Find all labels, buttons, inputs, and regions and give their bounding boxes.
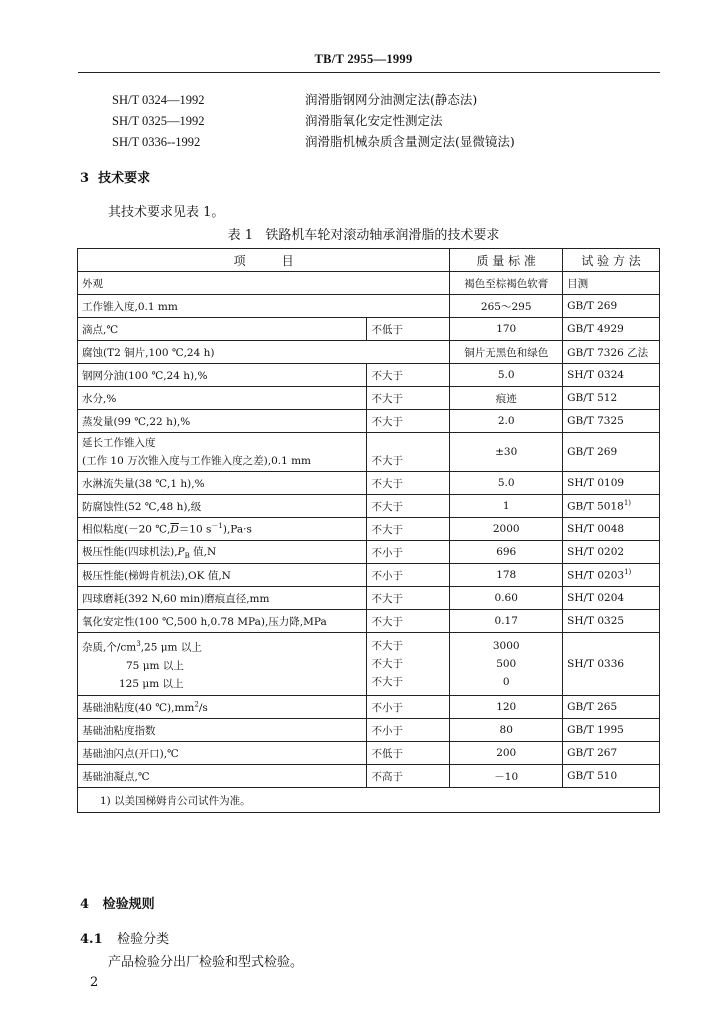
cell-item: 防腐蚀性(52 ℃,48 h),级 — [78, 495, 367, 518]
item-text: ,25 μm 以上 — [140, 641, 202, 654]
cell-requirement: 5.0 — [450, 364, 563, 387]
cell-item: 基础油粘度指数 — [78, 719, 367, 742]
item-text: 值,N — [189, 545, 217, 558]
cell-item — [78, 541, 367, 564]
header-method: 试 验 方 法 — [563, 249, 660, 272]
cell-limit: 不大于 — [367, 610, 450, 633]
cell-requirement: 696 — [450, 541, 563, 564]
table-row — [78, 433, 660, 472]
cell-requirement: 200 — [450, 742, 563, 765]
cell-item: 滴点,℃ — [78, 318, 367, 341]
cell-method: GB/T 7326 乙法 — [563, 341, 660, 364]
standard-number-header: TB/T 2955—1999 — [314, 52, 413, 66]
cell-requirement: 0.17 — [450, 610, 563, 633]
table-row — [78, 295, 660, 318]
table-header-row — [78, 249, 660, 272]
cell-requirement: 2000 — [450, 518, 563, 541]
cell-item — [78, 696, 367, 719]
cell-limit: 不大于 — [367, 410, 450, 433]
cell-limit: 不大于 — [367, 472, 450, 495]
cell-method: SH/T 0336 — [563, 633, 660, 696]
cell-requirement: 178 — [450, 564, 563, 587]
table-row — [78, 518, 660, 541]
cell-item: 氧化安定性(100 ℃,500 h,0.78 MPa),压力降,MPa — [78, 610, 367, 633]
cell-method: GB/T 510 — [563, 765, 660, 788]
item-text: 基础油粘度(40 ℃),mm — [82, 701, 195, 714]
exponent: 3 — [136, 640, 141, 649]
table-row — [78, 541, 660, 564]
cell-requirement: 265～295 — [450, 295, 563, 318]
cell-method: SH/T 0202 — [563, 541, 660, 564]
reference-code: SH/T 0336--1992 — [112, 135, 201, 149]
cell-limit: 不低于 — [367, 318, 450, 341]
cell-requirement: 褐色至棕褐色软膏 — [450, 272, 563, 295]
footnote-mark: 1) — [624, 568, 632, 577]
table-row — [78, 495, 660, 518]
table-row — [78, 410, 660, 433]
limit-line: 不大于 — [371, 676, 403, 688]
cell-requirement: 120 — [450, 696, 563, 719]
item-text: 相似粘度(－20 ℃, — [82, 523, 171, 536]
cell-limit: 不大于 — [367, 387, 450, 410]
footnote-mark: 1) — [623, 499, 632, 508]
cell-method: 目测 — [563, 272, 660, 295]
cell-method: SH/T 0204 — [563, 587, 660, 610]
cell-item-line: (工作 10 万次锥入度与工作锥入度之差),0.1 mm — [82, 455, 312, 467]
method-code: SH/T 0203 — [567, 569, 625, 582]
d-bar-symbol: $\overline{D}$ — [170, 523, 179, 536]
requirement-line: 500 — [496, 658, 517, 670]
cell-limit: 不小于 — [367, 696, 450, 719]
cell-requirement: －10 — [450, 765, 563, 788]
cell-requirement: 170 — [450, 318, 563, 341]
exponent: 2 — [194, 700, 199, 708]
limit-line: 不大于 — [371, 640, 403, 652]
table-row — [78, 318, 660, 341]
table-row — [78, 364, 660, 387]
impurity-line — [82, 635, 362, 657]
item-text: 杂质,个/cm — [82, 641, 137, 654]
header-requirement: 质 量 标 准 — [450, 249, 563, 272]
cell-limit: 不小于 — [367, 541, 450, 564]
reference-code: SH/T 0325—1992 — [112, 114, 205, 128]
cell-limit: 不大于 — [367, 364, 450, 387]
cell-requirement: ±30 — [450, 433, 563, 472]
requirement-line: 0 — [502, 676, 510, 688]
cell-method: SH/T 0325 — [563, 610, 660, 633]
page-number: 2 — [90, 975, 99, 990]
cell-requirement — [450, 633, 563, 696]
requirement-line: 3000 — [492, 640, 520, 652]
section-4-1-text: 产品检验分出厂检验和型式检验。 — [108, 955, 304, 970]
item-text: 极压性能(四球机法), — [82, 545, 178, 558]
table-row — [78, 387, 660, 410]
cell-requirement: 0.60 — [450, 587, 563, 610]
cell-method: GB/T 265 — [563, 696, 660, 719]
table-row — [78, 633, 660, 696]
section-3-title: 3 技术要求 — [80, 171, 151, 186]
cell-requirement: 5.0 — [450, 472, 563, 495]
item-text: ),Pa·s — [222, 523, 252, 536]
section-4-1-heading — [80, 928, 169, 947]
cell-limit: 不小于 — [367, 719, 450, 742]
cell-item: 钢网分油(100 ℃,24 h),% — [78, 364, 367, 387]
cell-requirement: 痕迹 — [450, 387, 563, 410]
exponent: －1 — [211, 522, 223, 531]
cell-item: 水分,% — [78, 387, 367, 410]
table-row — [78, 696, 660, 719]
cell-method — [563, 564, 660, 587]
cell-item: 外观 — [78, 272, 450, 295]
cell-method: GB/T 4929 — [563, 318, 660, 341]
cell-item — [78, 633, 367, 696]
cell-method: SH/T 0109 — [563, 472, 660, 495]
table-footnote: 1) 以美国梯姆肯公司试件为准。 — [78, 788, 660, 813]
cell-method: GB/T 269 — [563, 433, 660, 472]
table-row — [78, 341, 660, 364]
table-row — [78, 610, 660, 633]
cell-item — [78, 433, 367, 472]
section-4-1-title: 检验分类 — [117, 932, 170, 947]
spec-table — [77, 248, 660, 813]
table-row — [78, 765, 660, 788]
cell-item: 水淋流失量(38 ℃,1 h),% — [78, 472, 367, 495]
table-row — [78, 742, 660, 765]
subscript: B — [184, 552, 190, 561]
cell-item: 工作锥入度,0.1 mm — [78, 295, 450, 318]
cell-limit: 不大于 — [367, 518, 450, 541]
method-code: GB/T 5018 — [567, 500, 624, 513]
cell-item: 基础油凝点,℃ — [78, 765, 367, 788]
cell-requirement: 2.0 — [450, 410, 563, 433]
cell-item-line: 延长工作锥入度 — [82, 437, 156, 449]
table-row — [78, 272, 660, 295]
reference-name: 润滑脂机械杂质含量测定法(显微镜法) — [305, 134, 515, 149]
cell-method: GB/T 267 — [563, 742, 660, 765]
cell-limit: 不小于 — [367, 564, 450, 587]
cell-method: GB/T 1995 — [563, 719, 660, 742]
reference-code: SH/T 0324—1992 — [112, 93, 205, 107]
reference-name: 润滑脂钢网分油测定法(静态法) — [305, 92, 478, 107]
cell-limit: 不高于 — [367, 765, 450, 788]
header-rule — [78, 72, 660, 73]
p-symbol: P — [177, 545, 185, 558]
cell-method: GB/T 7325 — [563, 410, 660, 433]
cell-method — [563, 495, 660, 518]
table-caption: 表 1 铁路机车轮对滚动轴承润滑脂的技术要求 — [227, 228, 500, 243]
cell-limit: 不低于 — [367, 742, 450, 765]
cell-requirement: 80 — [450, 719, 563, 742]
cell-limit: 不大于 — [367, 433, 450, 472]
cell-item: 基础油闪点(开口),℃ — [78, 742, 367, 765]
cell-limit: 不大于 — [367, 495, 450, 518]
cell-item: 蒸发量(99 ℃,22 h),% — [78, 410, 367, 433]
table-footnote-row — [78, 788, 660, 813]
cell-requirement: 1 — [450, 495, 563, 518]
header-item: 项 目 — [78, 249, 450, 272]
impurity-line: 125 μm 以上 — [119, 677, 184, 690]
cell-limit — [367, 633, 450, 696]
section-4-title: 4 检验规则 — [80, 897, 155, 912]
cell-requirement: 铜片无黑色和绿色 — [450, 341, 563, 364]
cell-item: 极压性能(梯姆肯机法),OK 值,N — [78, 564, 367, 587]
table-row — [78, 719, 660, 742]
reference-name: 润滑脂氧化安定性测定法 — [305, 113, 443, 128]
cell-item: 腐蚀(T2 铜片,100 ℃,24 h) — [78, 341, 450, 364]
cell-method: GB/T 512 — [563, 387, 660, 410]
table-row — [78, 564, 660, 587]
cell-method: SH/T 0048 — [563, 518, 660, 541]
cell-item: 四球磨耗(392 N,60 min)磨痕直径,mm — [78, 587, 367, 610]
cell-limit: 不大于 — [367, 587, 450, 610]
table-row — [78, 472, 660, 495]
impurity-line: 75 μm 以上 — [126, 659, 184, 672]
item-text: /s — [198, 701, 208, 714]
table-row — [78, 587, 660, 610]
section-3-text: 其技术要求见表 1。 — [108, 205, 225, 220]
cell-method: SH/T 0324 — [563, 364, 660, 387]
section-4-1-number: 4.1 — [80, 932, 103, 947]
cell-item — [78, 518, 367, 541]
cell-method: GB/T 269 — [563, 295, 660, 318]
item-text: ＝10 s — [178, 523, 212, 536]
limit-line: 不大于 — [371, 658, 403, 670]
